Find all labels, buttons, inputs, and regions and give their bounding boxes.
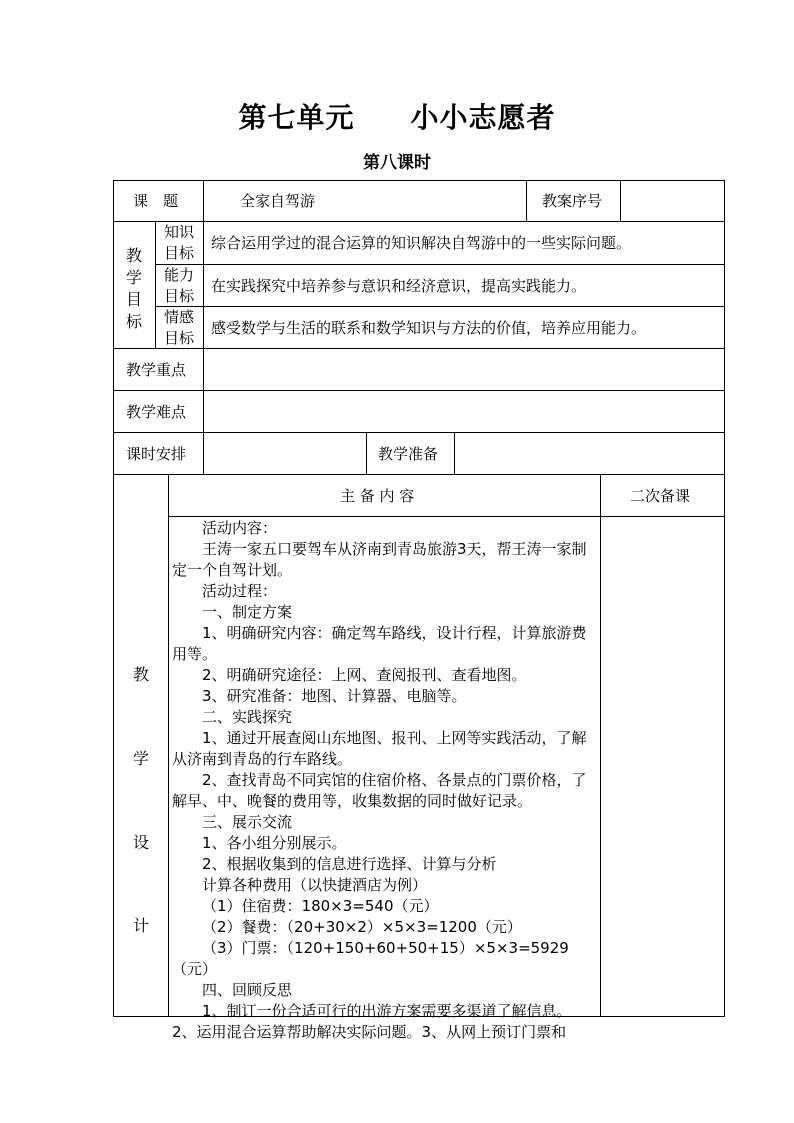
content-line: 1、明确研究内容：确定驾车路线，设计行程，计算旅游费用等。 bbox=[172, 624, 587, 663]
prep-value-cell bbox=[454, 432, 725, 475]
secondary-header: 二次备课 bbox=[630, 487, 691, 505]
unit-title bbox=[0, 96, 794, 136]
content-line: 活动内容： bbox=[202, 519, 278, 537]
content-line: 1、制订一份合适可行的出游方案需要多渠道了解信息。 bbox=[202, 1002, 572, 1020]
content-line: 3、研究准备：地图、计算器、电脑等。 bbox=[202, 687, 467, 705]
content-line: （3）门票：（120+150+60+50+15）×5×3=5929（元） bbox=[172, 939, 569, 978]
content-line: 四、回顾反思 bbox=[202, 981, 293, 999]
content-line: 计算各种费用（以快捷酒店为例） bbox=[202, 876, 428, 894]
secondary-content-cell bbox=[600, 516, 725, 1017]
schedule-value-cell bbox=[203, 432, 367, 475]
content-line: 2、运用混合运算帮助解决实际问题。3、从网上预订门票和 bbox=[172, 1023, 567, 1041]
knowledge-goal-label-1: 知识 bbox=[164, 223, 195, 241]
content-line: 王涛一家五口要驾车从济南到青岛旅游3天，帮王涛一家制定一个自驾计划。 bbox=[172, 540, 587, 579]
content-line: 1、各小组分别展示。 bbox=[202, 834, 347, 852]
knowledge-goal-text: 综合运用学过的混合运算的知识解决自驾游中的一些实际问题。 bbox=[211, 234, 632, 252]
ability-goal-label-1: 能力 bbox=[164, 266, 195, 284]
prep-label: 教学准备 bbox=[378, 445, 439, 463]
content-line: 活动过程： bbox=[202, 582, 278, 600]
key-points-cell bbox=[203, 348, 725, 391]
emotion-goal-label-1: 情感 bbox=[164, 308, 195, 326]
design-label-char-4: 计 bbox=[133, 916, 150, 935]
content-line: （2）餐费：（20+30×2）×5×3=1200（元） bbox=[202, 918, 522, 936]
lesson-title: 第八课时 bbox=[363, 153, 431, 173]
topic-label: 课 题 bbox=[133, 192, 179, 210]
goals-label-char-3: 目 bbox=[126, 290, 143, 309]
unit-name: 小小志愿者 bbox=[410, 101, 556, 134]
schedule-label: 课时安排 bbox=[126, 445, 187, 463]
design-label-char-1: 教 bbox=[133, 665, 150, 684]
content-line: 2、明确研究途径：上网、查阅报刊、查看地图。 bbox=[202, 666, 527, 684]
content-line: 三、展示交流 bbox=[202, 813, 293, 831]
content-line: 二、实践探究 bbox=[202, 708, 293, 726]
content-line: 2、根据收集到的信息进行选择、计算与分析 bbox=[202, 855, 497, 873]
goals-label-char-4: 标 bbox=[126, 312, 143, 331]
emotion-goal-text: 感受数学与生活的联系和数学知识与方法的价值，培养应用能力。 bbox=[211, 319, 647, 337]
content-line: 一、制定方案 bbox=[202, 603, 293, 621]
difficulties-label: 教学难点 bbox=[126, 403, 187, 421]
knowledge-goal-label-2: 目标 bbox=[164, 244, 195, 262]
emotion-goal-label-2: 目标 bbox=[164, 329, 195, 347]
design-label-char-3: 设 bbox=[133, 833, 150, 852]
unit-number: 第七单元 bbox=[238, 101, 355, 134]
serial-value-cell bbox=[620, 180, 725, 222]
ability-goal-label-2: 目标 bbox=[164, 287, 195, 305]
ability-goal-text: 在实践探究中培养参与意识和经济意识，提高实践能力。 bbox=[211, 277, 587, 295]
difficulties-cell bbox=[203, 390, 725, 433]
main-content bbox=[172, 518, 599, 1041]
main-header: 主 备 内 容 bbox=[340, 487, 415, 505]
serial-label: 教案序号 bbox=[542, 192, 603, 210]
content-line: （1）住宿费：180×3=540（元） bbox=[202, 897, 439, 915]
design-label-char-2: 学 bbox=[133, 749, 150, 768]
content-line: 2、查找青岛不同宾馆的住宿价格、各景点的门票价格，了解早、中、晚餐的费用等，收集数据的同时做好记录。 bbox=[172, 771, 587, 810]
key-points-label: 教学重点 bbox=[126, 361, 187, 379]
content-line: 1、通过开展查阅山东地图、报刊、上网等实践活动，了解从济南到青岛的行车路线。 bbox=[172, 729, 587, 768]
goals-label-char-2: 学 bbox=[126, 268, 143, 287]
goals-label-char-1: 教 bbox=[126, 246, 143, 265]
topic-value: 全家自驾游 bbox=[240, 192, 316, 210]
